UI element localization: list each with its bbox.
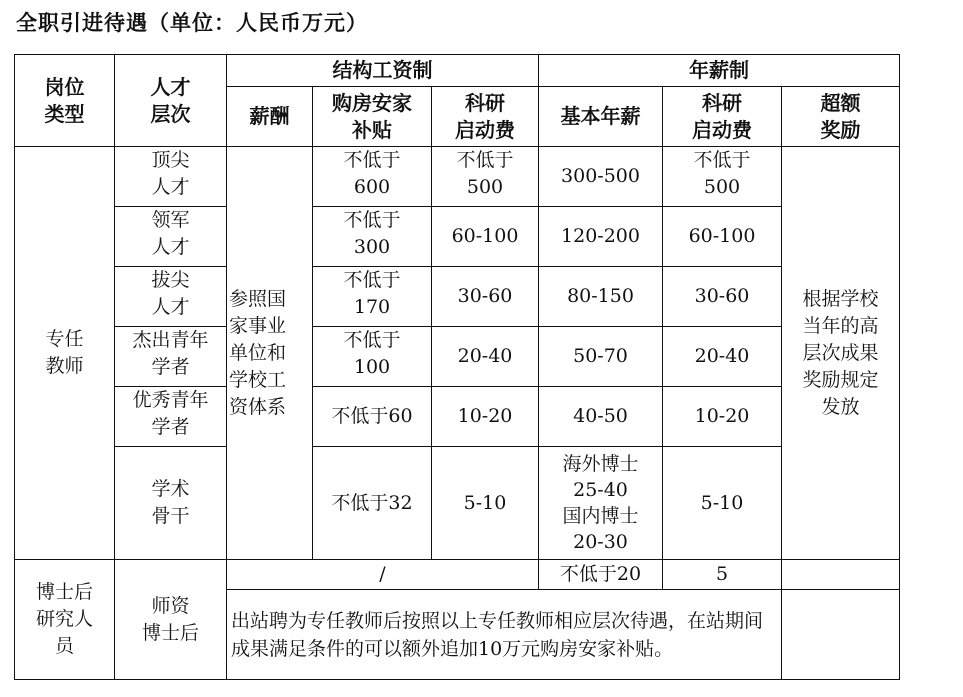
header-structural-wage: 结构工资制 [227,55,539,87]
header-bonus: 超额 奖励 [782,87,900,147]
research-fund-cell: 5-10 [432,447,539,560]
postdoc-row-1 [15,560,900,590]
table-row [15,147,900,207]
postdoc-type-cell: 博士后 研究人 员 [15,560,115,680]
housing-cell: 不低于32 [313,447,432,560]
research-fund-2-cell: 20-40 [663,327,782,387]
table-row [15,327,900,387]
talent-level-cell: 领军 人才 [115,207,227,267]
header-talent-level: 人才 层次 [115,55,227,147]
bonus-note-cell: 根据学校 当年的高 层次成果 奖励规定 发放 [782,147,900,560]
talent-level-cell: 拔尖 人才 [115,267,227,327]
housing-cell: 不低于 170 [313,267,432,327]
table-row [15,387,900,447]
teacher-type-cell: 专任 教师 [15,147,115,560]
research-fund-cell: 不低于 500 [432,147,539,207]
base-annual-cell: 50-70 [539,327,663,387]
postdoc-empty-cell [782,560,900,590]
postdoc-note-cell: 出站聘为专任教师后按照以上专任教师相应层次待遇，在站期间成果满足条件的可以额外追加10万元购房安家补贴。 [227,590,782,680]
base-annual-cell: 300-500 [539,147,663,207]
housing-cell: 不低于 300 [313,207,432,267]
research-fund-2-cell: 不低于 500 [663,147,782,207]
salary-note-cell: 参照国 家事业 单位和 学校工 资体系 [227,147,313,560]
talent-level-cell: 杰出青年 学者 [115,327,227,387]
base-annual-cell: 80-150 [539,267,663,327]
research-fund-2-cell: 5-10 [663,447,782,560]
talent-level-cell: 优秀青年 学者 [115,387,227,447]
postdoc-note-empty-cell [782,590,900,680]
header-base-annual: 基本年薪 [539,87,663,147]
housing-cell: 不低于60 [313,387,432,447]
postdoc-slash-cell: / [227,560,539,590]
base-annual-cell: 120-200 [539,207,663,267]
talent-level-cell: 学术 骨干 [115,447,227,560]
research-fund-cell: 20-40 [432,327,539,387]
header-annual-salary: 年薪制 [539,55,900,87]
research-fund-cell: 60-100 [432,207,539,267]
header-research-fund: 科研 启动费 [432,87,539,147]
research-fund-2-cell: 60-100 [663,207,782,267]
research-fund-cell: 30-60 [432,267,539,327]
header-row-1 [15,55,900,87]
table-row [15,207,900,267]
talent-level-cell: 顶尖 人才 [115,147,227,207]
salary-table [14,54,900,680]
header-housing: 购房安家 补贴 [313,87,432,147]
table-row [15,267,900,327]
base-annual-cell: 40-50 [539,387,663,447]
header-post-type: 岗位 类型 [15,55,115,147]
header-research-fund-2: 科研 启动费 [663,87,782,147]
research-fund-cell: 10-20 [432,387,539,447]
postdoc-base-cell: 不低于20 [539,560,663,590]
base-annual-cell: 海外博士 25-40 国内博士 20-30 [539,447,663,560]
housing-cell: 不低于 100 [313,327,432,387]
housing-cell: 不低于 600 [313,147,432,207]
research-fund-2-cell: 30-60 [663,267,782,327]
page-title: 全职引进待遇（单位：人民币万元） [16,11,368,35]
postdoc-fund-cell: 5 [663,560,782,590]
postdoc-level-cell: 师资 博士后 [115,560,227,680]
header-salary: 薪酬 [227,87,313,147]
table-row [15,447,900,560]
research-fund-2-cell: 10-20 [663,387,782,447]
